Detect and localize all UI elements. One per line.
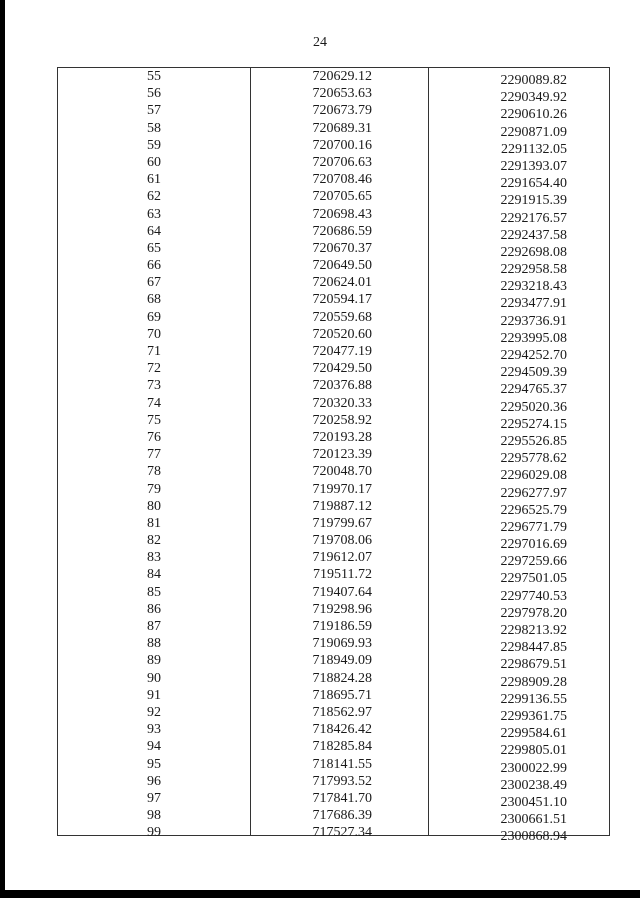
- y-coordinate-cell: 2298447.85: [500, 640, 567, 656]
- x-coordinate-cell: 718285.84: [312, 739, 372, 755]
- point-number-cell: 93: [147, 722, 161, 738]
- x-coordinate-cell: 718562.97: [312, 704, 372, 720]
- y-coordinate-cell: 2299805.01: [500, 743, 567, 759]
- point-number-cell: 66: [147, 258, 161, 274]
- y-coordinate-cell: 2293736.91: [500, 313, 567, 329]
- y-coordinate-cell: 2297501.05: [500, 571, 567, 587]
- point-number-cell: 62: [147, 189, 161, 205]
- point-number-cell: 81: [147, 515, 161, 531]
- y-coordinate-cell: 2292958.58: [500, 262, 567, 278]
- table-row: [57, 395, 610, 415]
- table-row: [57, 601, 610, 621]
- y-coordinate-cell: 2290349.92: [500, 90, 567, 106]
- x-coordinate-cell: 720376.88: [312, 378, 372, 394]
- y-coordinate-cell: 2291132.05: [501, 141, 567, 157]
- table-row: [57, 206, 610, 226]
- x-coordinate-cell: 720520.60: [312, 326, 372, 342]
- x-coordinate-cell: 720123.39: [312, 447, 372, 463]
- table-row: [57, 549, 610, 570]
- table-row: [57, 670, 610, 690]
- x-coordinate-cell: 720708.46: [312, 172, 372, 188]
- table-row: [57, 532, 610, 553]
- table-row: [57, 756, 610, 776]
- point-number-cell: 86: [147, 601, 161, 617]
- x-coordinate-cell: 719511.72: [313, 567, 372, 583]
- table-row: [57, 412, 610, 432]
- point-number-cell: 82: [147, 533, 161, 549]
- x-coordinate-cell: 720594.17: [312, 292, 372, 308]
- point-number-cell: 88: [147, 636, 161, 652]
- table-row: [57, 429, 610, 449]
- point-number-cell: 91: [147, 687, 161, 703]
- x-coordinate-cell: 718426.42: [312, 722, 372, 738]
- point-number-cell: 73: [147, 378, 161, 394]
- point-number-cell: 83: [147, 550, 161, 566]
- point-number-cell: 63: [147, 206, 161, 222]
- x-coordinate-cell: 719887.12: [312, 498, 372, 514]
- table-row: [57, 377, 610, 398]
- table-row: [57, 309, 610, 329]
- point-number-cell: 97: [147, 790, 161, 806]
- y-coordinate-cell: 2297016.69: [500, 537, 567, 553]
- y-coordinate-cell: 2290871.09: [500, 124, 567, 140]
- table-row: [57, 137, 610, 157]
- point-number-cell: 72: [147, 361, 161, 377]
- table-row: [57, 257, 610, 278]
- table-row: [57, 360, 610, 381]
- x-coordinate-cell: 720705.65: [312, 189, 372, 205]
- y-coordinate-cell: 2296277.97: [500, 485, 567, 501]
- table-row: [57, 154, 610, 174]
- x-coordinate-cell: 719970.17: [312, 481, 372, 497]
- point-number-cell: 90: [147, 670, 161, 686]
- table-row: [57, 274, 610, 295]
- x-coordinate-cell: 720258.92: [312, 412, 372, 428]
- scan-edge-bottom: [0, 890, 640, 898]
- x-coordinate-cell: 720624.01: [312, 275, 372, 291]
- x-coordinate-cell: 720698.43: [312, 206, 372, 222]
- x-coordinate-cell: 720673.79: [312, 103, 372, 119]
- x-coordinate-cell: 720670.37: [312, 240, 372, 256]
- x-coordinate-cell: 720477.19: [312, 344, 372, 359]
- y-coordinate-cell: 2292176.57: [500, 210, 567, 226]
- point-number-cell: 75: [147, 412, 161, 428]
- point-number-cell: 79: [147, 481, 161, 497]
- point-number-cell: 98: [147, 808, 161, 824]
- table-row: [57, 635, 610, 656]
- point-number-cell: 65: [147, 240, 161, 256]
- point-number-cell: 61: [147, 172, 161, 188]
- x-coordinate-cell: 717527.34: [312, 825, 372, 841]
- y-coordinate-cell: 2295778.62: [500, 451, 567, 467]
- y-coordinate-cell: 2292698.08: [500, 244, 567, 260]
- table-row: [57, 721, 610, 742]
- point-number-cell: 76: [147, 429, 161, 445]
- table-row: [57, 790, 610, 810]
- table-row: [57, 85, 610, 106]
- x-coordinate-cell: 720429.50: [312, 361, 372, 377]
- x-coordinate-cell: 719069.93: [312, 636, 372, 652]
- y-coordinate-cell: 2300238.49: [500, 777, 567, 793]
- table-row: [57, 291, 610, 312]
- table-row: [57, 618, 610, 638]
- point-number-cell: 96: [147, 773, 161, 789]
- y-coordinate-cell: 2293218.43: [500, 279, 567, 295]
- table-row: [57, 584, 610, 604]
- table-row: [57, 704, 610, 724]
- point-number-cell: 55: [147, 69, 161, 84]
- y-coordinate-cell: 2297740.53: [500, 588, 567, 604]
- y-coordinate-cell: 2291393.07: [500, 158, 567, 174]
- x-coordinate-cell: 719708.06: [312, 533, 372, 549]
- y-coordinate-cell: 2300022.99: [500, 760, 567, 776]
- y-coordinate-cell: 2291654.40: [500, 176, 567, 192]
- point-number-cell: 64: [147, 223, 161, 239]
- y-coordinate-cell: 2291915.39: [500, 193, 567, 209]
- x-coordinate-cell: 720689.31: [312, 120, 372, 136]
- y-coordinate-cell: 2290089.82: [500, 73, 567, 88]
- x-coordinate-cell: 719298.96: [312, 601, 372, 617]
- y-coordinate-cell: 2293995.08: [500, 330, 567, 346]
- x-coordinate-cell: 720706.63: [312, 154, 372, 170]
- point-number-cell: 94: [147, 739, 161, 755]
- table-row: [57, 188, 610, 209]
- x-coordinate-cell: 719407.64: [312, 584, 372, 600]
- y-coordinate-cell: 2294252.70: [500, 348, 567, 363]
- table-row: [57, 738, 610, 759]
- x-coordinate-cell: 718824.28: [312, 670, 372, 686]
- table-row: [57, 326, 610, 346]
- y-coordinate-cell: 2292437.58: [500, 227, 567, 243]
- y-coordinate-cell: 2299136.55: [500, 691, 567, 707]
- y-coordinate-cell: 2293477.91: [500, 296, 567, 312]
- y-coordinate-cell: 2296525.79: [500, 502, 567, 518]
- table-row: [57, 223, 610, 243]
- x-coordinate-cell: 720559.68: [312, 309, 372, 325]
- point-number-cell: 59: [147, 137, 161, 153]
- point-number-cell: 67: [147, 275, 161, 291]
- y-coordinate-cell: 2295274.15: [500, 416, 567, 432]
- point-number-cell: 56: [147, 86, 161, 102]
- point-number-cell: 58: [147, 120, 161, 136]
- point-number-cell: 78: [147, 464, 161, 480]
- x-coordinate-cell: 718695.71: [312, 687, 372, 703]
- point-number-cell: 77: [147, 447, 161, 463]
- x-coordinate-cell: 720048.70: [312, 464, 372, 480]
- table-row: [57, 498, 610, 518]
- x-coordinate-cell: 719612.07: [312, 550, 372, 566]
- y-coordinate-cell: 2300451.10: [500, 794, 567, 810]
- y-coordinate-cell: 2300661.51: [500, 812, 567, 828]
- point-number-cell: 69: [147, 309, 161, 325]
- point-number-cell: 71: [147, 344, 161, 359]
- y-coordinate-cell: 2294765.37: [500, 382, 567, 398]
- point-number-cell: 85: [147, 584, 161, 600]
- point-number-cell: 95: [147, 756, 161, 772]
- point-number-cell: 74: [147, 395, 161, 411]
- point-number-cell: 87: [147, 619, 161, 634]
- point-number-cell: 80: [147, 498, 161, 514]
- y-coordinate-cell: 2298213.92: [500, 623, 567, 638]
- table-row: [57, 343, 610, 363]
- y-coordinate-cell: 2298909.28: [500, 674, 567, 690]
- x-coordinate-cell: 720649.50: [312, 258, 372, 274]
- y-coordinate-cell: 2296771.79: [500, 519, 567, 535]
- point-number-cell: 70: [147, 326, 161, 342]
- table-row: [57, 652, 610, 673]
- point-number-cell: 92: [147, 704, 161, 720]
- table-row: [57, 824, 610, 845]
- y-coordinate-cell: 2295526.85: [500, 433, 567, 449]
- y-coordinate-cell: 2299584.61: [500, 726, 567, 742]
- point-number-cell: 84: [147, 567, 161, 583]
- y-coordinate-cell: 2299361.75: [500, 708, 567, 724]
- scan-edge-left: [0, 0, 5, 898]
- y-coordinate-cell: 2300868.94: [500, 829, 567, 845]
- table-row: [57, 171, 610, 192]
- y-coordinate-cell: 2297259.66: [500, 554, 567, 570]
- table-row: [57, 240, 610, 260]
- table-row: [57, 481, 610, 501]
- x-coordinate-cell: 720653.63: [312, 86, 372, 102]
- x-coordinate-cell: 717686.39: [312, 808, 372, 824]
- table-row: [57, 566, 610, 587]
- table-row: [57, 687, 610, 707]
- table-row: [57, 773, 610, 793]
- y-coordinate-cell: 2296029.08: [500, 468, 567, 484]
- point-number-cell: 60: [147, 154, 161, 170]
- table-row: [57, 68, 610, 88]
- x-coordinate-cell: 720700.16: [312, 137, 372, 153]
- table-row: [57, 807, 610, 828]
- y-coordinate-cell: 2297978.20: [500, 605, 567, 621]
- table-body: [57, 68, 610, 845]
- x-coordinate-cell: 717993.52: [312, 773, 372, 789]
- x-coordinate-cell: 719799.67: [312, 515, 372, 531]
- x-coordinate-cell: 720629.12: [312, 69, 372, 84]
- table-row: [57, 463, 610, 484]
- point-number-cell: 89: [147, 653, 161, 669]
- x-coordinate-cell: 718949.09: [312, 653, 372, 669]
- table-row: [57, 446, 610, 467]
- page-number: 24: [313, 35, 327, 50]
- y-coordinate-cell: 2290610.26: [500, 107, 567, 123]
- x-coordinate-cell: 720320.33: [312, 395, 372, 411]
- x-coordinate-cell: 720193.28: [312, 429, 372, 445]
- table-row: [57, 102, 610, 123]
- y-coordinate-cell: 2298679.51: [500, 657, 567, 673]
- point-number-cell: 57: [147, 103, 161, 119]
- x-coordinate-cell: 717841.70: [312, 790, 372, 806]
- point-number-cell: 68: [147, 292, 161, 308]
- table-row: [57, 515, 610, 535]
- y-coordinate-cell: 2295020.36: [500, 399, 567, 415]
- x-coordinate-cell: 718141.55: [312, 756, 372, 772]
- table-row: [57, 120, 610, 140]
- x-coordinate-cell: 719186.59: [312, 619, 372, 634]
- x-coordinate-cell: 720686.59: [312, 223, 372, 239]
- y-coordinate-cell: 2294509.39: [500, 365, 567, 381]
- point-number-cell: 99: [147, 825, 161, 841]
